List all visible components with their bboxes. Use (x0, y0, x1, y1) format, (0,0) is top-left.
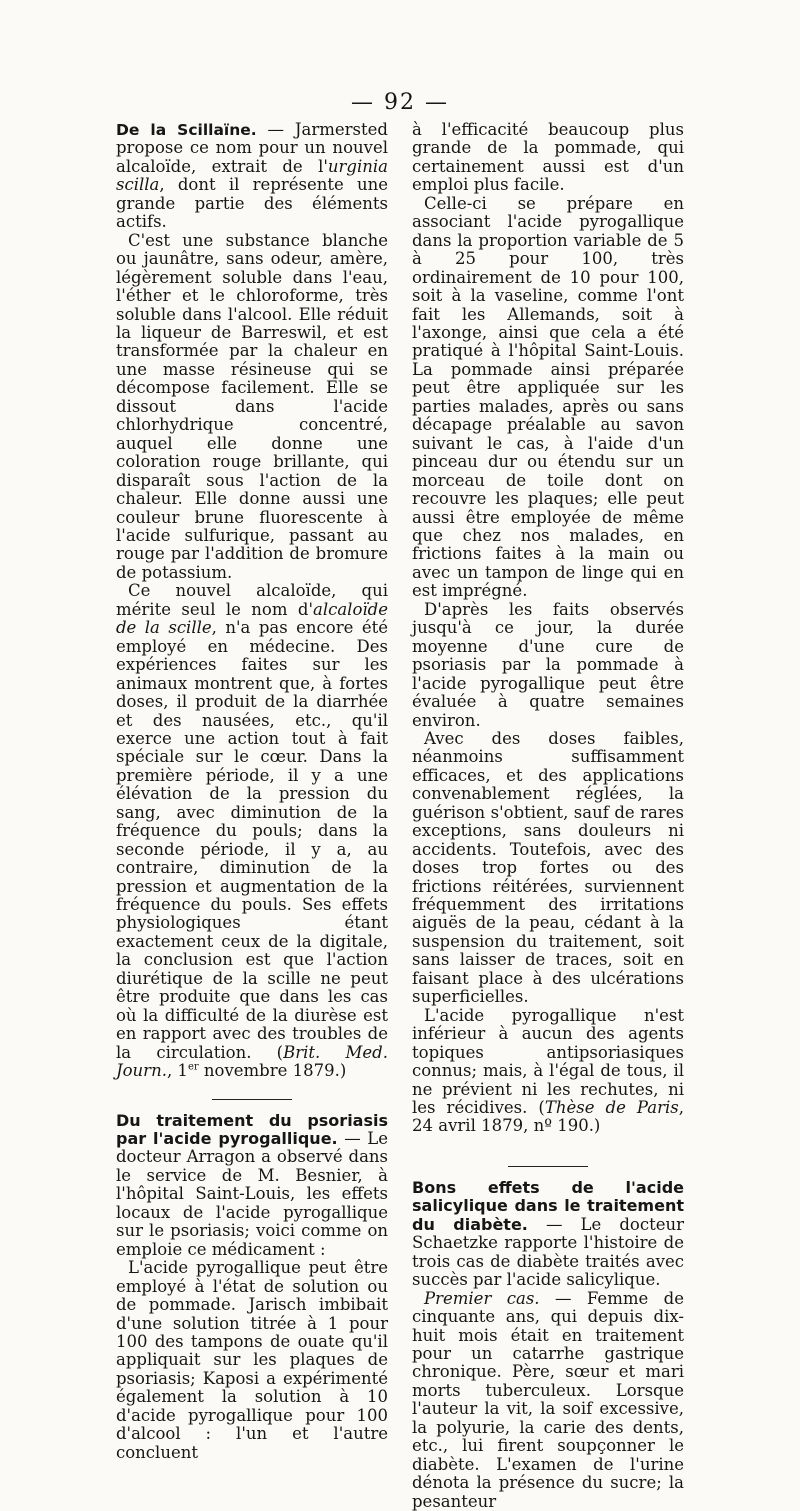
pommade-paragraph-2: Celle-ci se prépare en associant l'acide pyrogallique dans la proportion variable de 5 à 25 pour 100, très ordinairement de 10 pour 100, soit à la vaseline, comme l'ont fait les Allemands, soit à l'axonge, ainsi que cela a été pratiqué à l'hôpital Saint-Louis. La pommade ainsi préparée peut être appliquée sur les parties malades, après ou sans décapage préalable au savon suivant le cas, à l'aide d'un pinceau dur ou étendu sur un morceau de toile dont on recouvre les plaques; elle peut aussi être employée de même que chez nos malades, en frictions faites à la main ou avec un tampon de linge qui en est imprégné. (412, 193, 684, 601)
section-gap (412, 1136, 684, 1148)
page-number: — 92 — (351, 90, 449, 115)
scillaine-paragraph-2: C'est une substance blanche ou jaunâtre, sans odeur, amère, légèrement soluble dans l'eau, l'éther et le chloroforme, très soluble dans l'alcool. Elle réduit la liqueur de Barreswil, et est transformée par la chaleur en une masse résineuse qui se décompose facilement. Elle se dissout dans l'acide chlorhydrique concentré, auquel elle donne une coloration rouge brillante, qui disparaît sous l'action de la chaleur. Elle donne aussi une couleur brune fluorescente à l'acide sulfurique, passant au rouge par l'addition de bromure de potassium. (116, 230, 388, 582)
psoriasis-paragraph-2: L'acide pyrogallique peut être employé à l'état de solution ou de pommade. Jarisch imbibait d'une solution titrée à 1 pour 100 des tampons de ouate qu'il appliquait sur les plaques de psoriasis; Kaposi a expérimenté également la solution à 10 d'acide pyrogallique pour 100 d'alcool : l'un et l'autre concluent (116, 1258, 388, 1462)
diabete-paragraph-2: Premier cas. — Femme de cinquante ans, qui depuis dix-huit mois était en traitement pour un catarrhe gastrique chronique. Père, sœur et mari morts tuberculeux. Lorsque l'auteur la vit, la soif excessive, la polyurie, la carie des dents, etc., lui firent soupçonner le diabète. L'examen de l'urine dénota la présence du sucre; la pesanteur (412, 1288, 684, 1511)
source-citation: Thèse de Paris (544, 1098, 679, 1118)
source-citation: Brit. Med. Journ. (116, 1042, 388, 1081)
pommade-paragraph-3: D'après les faits observés jusqu'à ce jour, la durée moyenne d'une cure de psoriasis par la pommade à l'acide pyrogallique peut être évaluée à quatre semaines environ. (412, 599, 684, 730)
section-divider (508, 1166, 588, 1167)
scillaine-title: De la Scillaïne. (116, 121, 257, 139)
diabete-paragraph-1: Bons effets de l'acide salicylique dans le traitement du diabète. — Le docteur Schaetzke rapporte l'histoire de trois cas de diabète traités avec succès par l'acide salicylique. (412, 1177, 684, 1290)
pommade-paragraph-4: Avec des doses faibles, néanmoins suffisamment efficaces, et des applications convenablement réglées, la guérison s'obtient, sauf de rares exceptions, sans douleurs ni accidents. Toutefois, avec des doses trop fortes ou des frictions réitérées, surviennent fréquemment des irritations aiguës de la peau, cédant à la suspension du traitement, soit sans laisser de traces, soit en faisant place à des ulcérations superficielles. (412, 728, 684, 1007)
left-column (116, 121, 388, 1462)
scillaine-paragraph-3: Ce nouvel alcaloïde, qui mérite seul le nom d'alcaloïde de la scille, n'a pas encore été employé en médecine. Des expériences faites sur les animaux montrent que, à fortes doses, il produit de la diarrhée et des nausées, etc., qu'il exerce une action tout à fait spéciale sur le cœur. Dans la première période, il y a une élévation de la pression du sang, avec diminution de la fréquence du pouls; dans la seconde période, il y a, au contraire, diminution de la pression et augmentation de la fréquence du pouls. Ses effets physiologiques étant exactement ceux de la digitale, la conclusion est que l'action diurétique de la scille ne peut être produite que dans les cas où la difficulté de la diurèse est en rapport avec des troubles de la circulation. (Brit. Med. Journ., 1er novembre 1879.) (116, 581, 388, 1081)
scillaine-paragraph-1: De la Scillaïne. — Jarmersted propose ce nom pour un nouvel alcaloïde, extrait de l'urginia scilla, dont il représente une grande partie des éléments actifs. (116, 120, 388, 232)
diabete-heading: Bons effets de l'acide salicylique dans le traitement du diabète. (412, 1177, 684, 1234)
section-divider (212, 1099, 292, 1100)
right-column (412, 121, 684, 1511)
psoriasis-heading: Du traitement du psoriasis par l'acide pyrogallique. (116, 1110, 388, 1149)
case-label: Premier cas. (424, 1288, 540, 1308)
psoriasis-paragraph-1: Du traitement du psoriasis par l'acide pyrogallique. — Le docteur Arragon a observé dans le service de M. Besnier, à l'hôpital Saint-Louis, les effets locaux de l'acide pyrogallique sur le psoriasis; voici comme on emploie ce médicament : (116, 1110, 388, 1259)
pommade-paragraph-1: à l'efficacité beaucoup plus grande de la pommade, qui certainement aussi est d'un emploi plus facile. (412, 120, 684, 195)
pommade-paragraph-5: L'acide pyrogallique n'est inférieur à aucun des agents topiques antipsoriasiques connus; mais, à l'égal de tous, il ne prévient ni les rechutes, ni les récidives. (Thèse de Paris, 24 avril 1879, nº 190.) (412, 1005, 684, 1136)
